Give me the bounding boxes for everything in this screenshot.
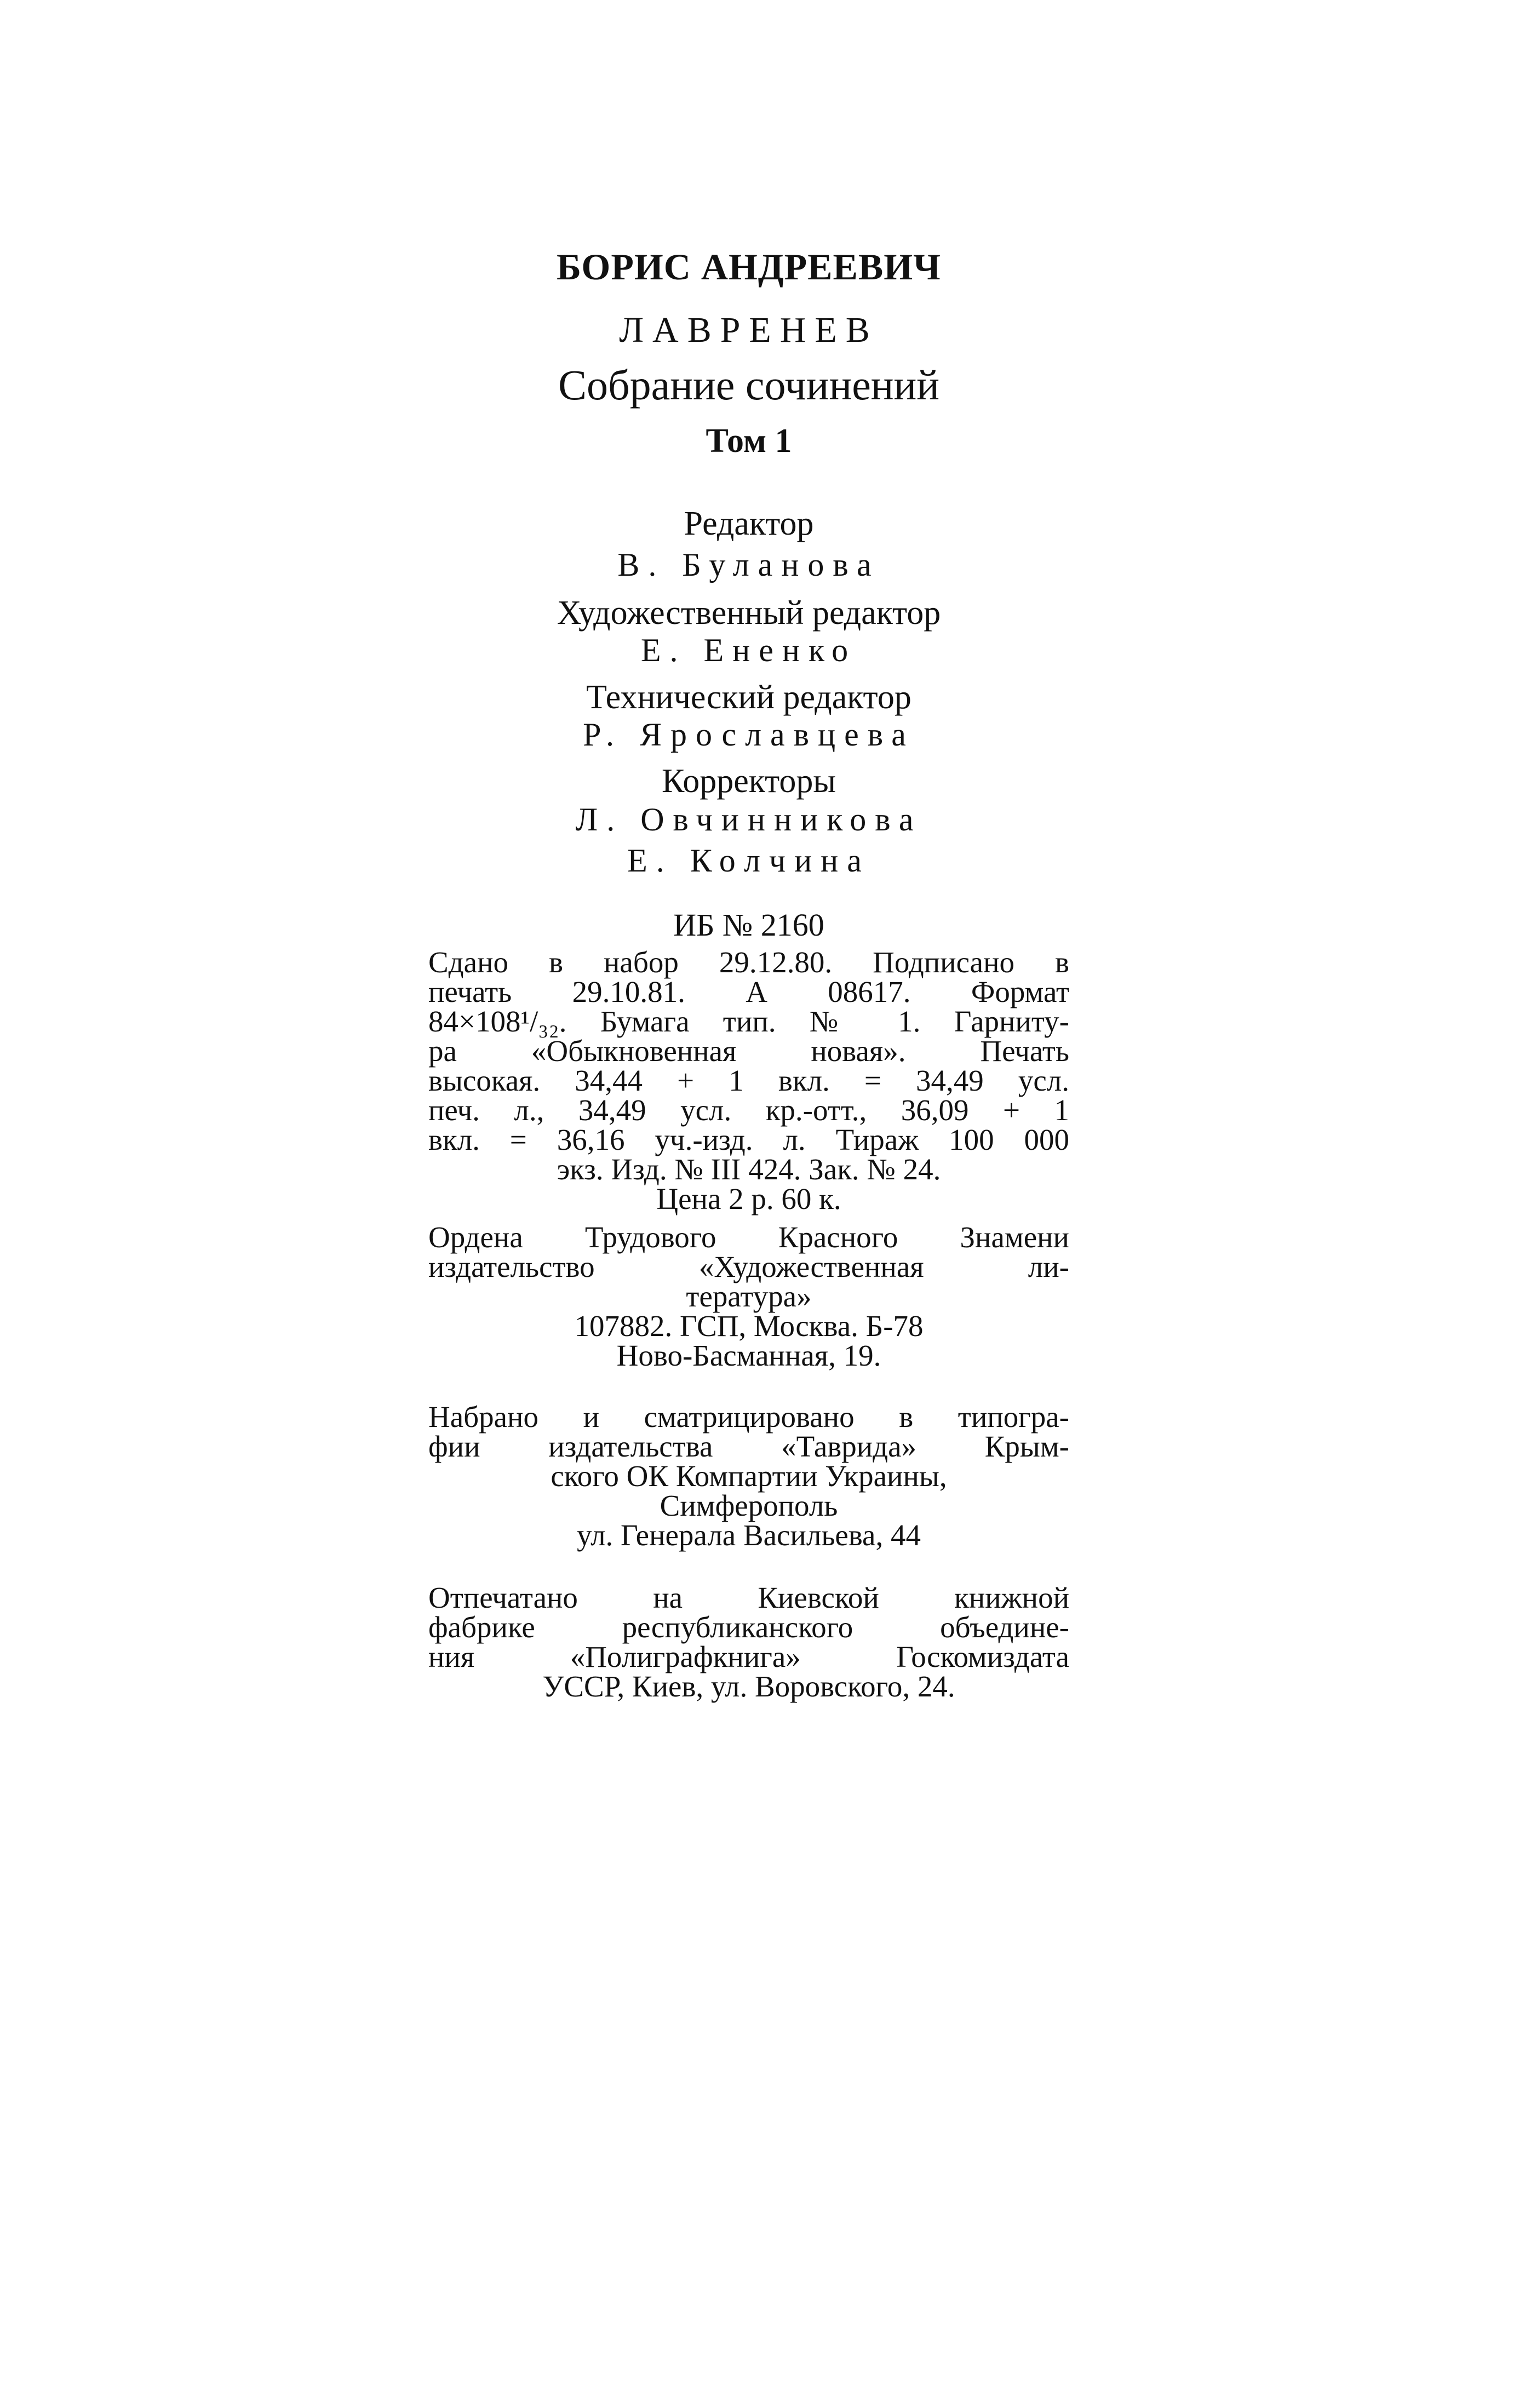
printed-block (428, 1583, 1069, 1701)
imprint-line: печ. л., 34,49 усл. кр.-отт., 36,09 + 1 (428, 1093, 1069, 1127)
author-first-name: БОРИС АНДРЕЕВИЧ (556, 246, 942, 288)
price-line: Цена 2 р. 60 к. (656, 1182, 841, 1216)
imprint-block (428, 945, 1069, 1216)
credit-name-proofreader-1: Л. Овчинникова (575, 801, 922, 838)
publisher-address-line: Ново-Басманная, 19. (616, 1339, 881, 1372)
imprint-line: вкл. = 36,16 уч.-изд. л. Тираж 100 000 (428, 1123, 1069, 1156)
author-last-name: ЛАВРЕНЕВ (619, 310, 879, 350)
typeset-block (428, 1402, 1069, 1550)
credit-name-proofreader-2: Е. Колчина (627, 842, 870, 879)
publisher-line: тература» (686, 1280, 812, 1313)
imprint-line: ра «Обыкновенная новая». Печать (428, 1034, 1069, 1068)
publisher-line: издательство «Художественная ли- (428, 1250, 1069, 1283)
imprint-line: 84×108¹/₃₂. Бумага тип. № 1. Гарниту- (428, 1005, 1069, 1038)
imprint-line: высокая. 34,44 + 1 вкл. = 34,49 усл. (428, 1064, 1069, 1097)
credit-role-art-editor: Художественный редактор (557, 594, 941, 632)
printed-line: Отпечатано на Киевской книжной (428, 1581, 1069, 1614)
credit-role-proofreaders: Корректоры (661, 762, 836, 800)
typeset-line: ул. Генерала Васильева, 44 (577, 1518, 921, 1552)
typeset-line: ского ОК Компартии Украины, (551, 1459, 947, 1493)
printed-line: ния «Полиграфкнига» Госкомиздата (428, 1640, 1069, 1673)
book-title: Собрание сочинений (558, 361, 940, 409)
printed-line: УССР, Киев, ул. Воровского, 24. (542, 1670, 955, 1703)
publisher-line: Ордена Трудового Красного Знамени (428, 1220, 1069, 1254)
credit-name-editor: В. Буланова (617, 547, 880, 583)
publisher-block (428, 1220, 1069, 1372)
typeset-line: Набрано и сматрицировано в типогра- (428, 1400, 1069, 1434)
credit-role-tech-editor: Технический редактор (586, 679, 911, 716)
imprint-line: экз. Изд. № III 424. Зак. № 24. (557, 1153, 941, 1186)
publisher-address-line: 107882. ГСП, Москва. Б-78 (574, 1309, 924, 1343)
typeset-line: фии издательства «Таврида» Крым- (428, 1430, 1069, 1463)
imprint-line: печать 29.10.81. А 08617. Формат (428, 975, 1069, 1008)
volume-number: Том 1 (706, 422, 792, 460)
printed-line: фабрике республиканского объедине- (428, 1610, 1069, 1644)
ib-number: ИБ № 2160 (673, 907, 824, 943)
credit-name-tech-editor: Р. Ярославцева (583, 716, 915, 753)
credit-name-art-editor: Е. Ененко (640, 632, 857, 668)
typeset-line: Симферополь (660, 1489, 838, 1522)
credit-role-editor: Редактор (684, 505, 814, 542)
imprint-line: Сдано в набор 29.12.80. Подписано в (428, 945, 1069, 979)
